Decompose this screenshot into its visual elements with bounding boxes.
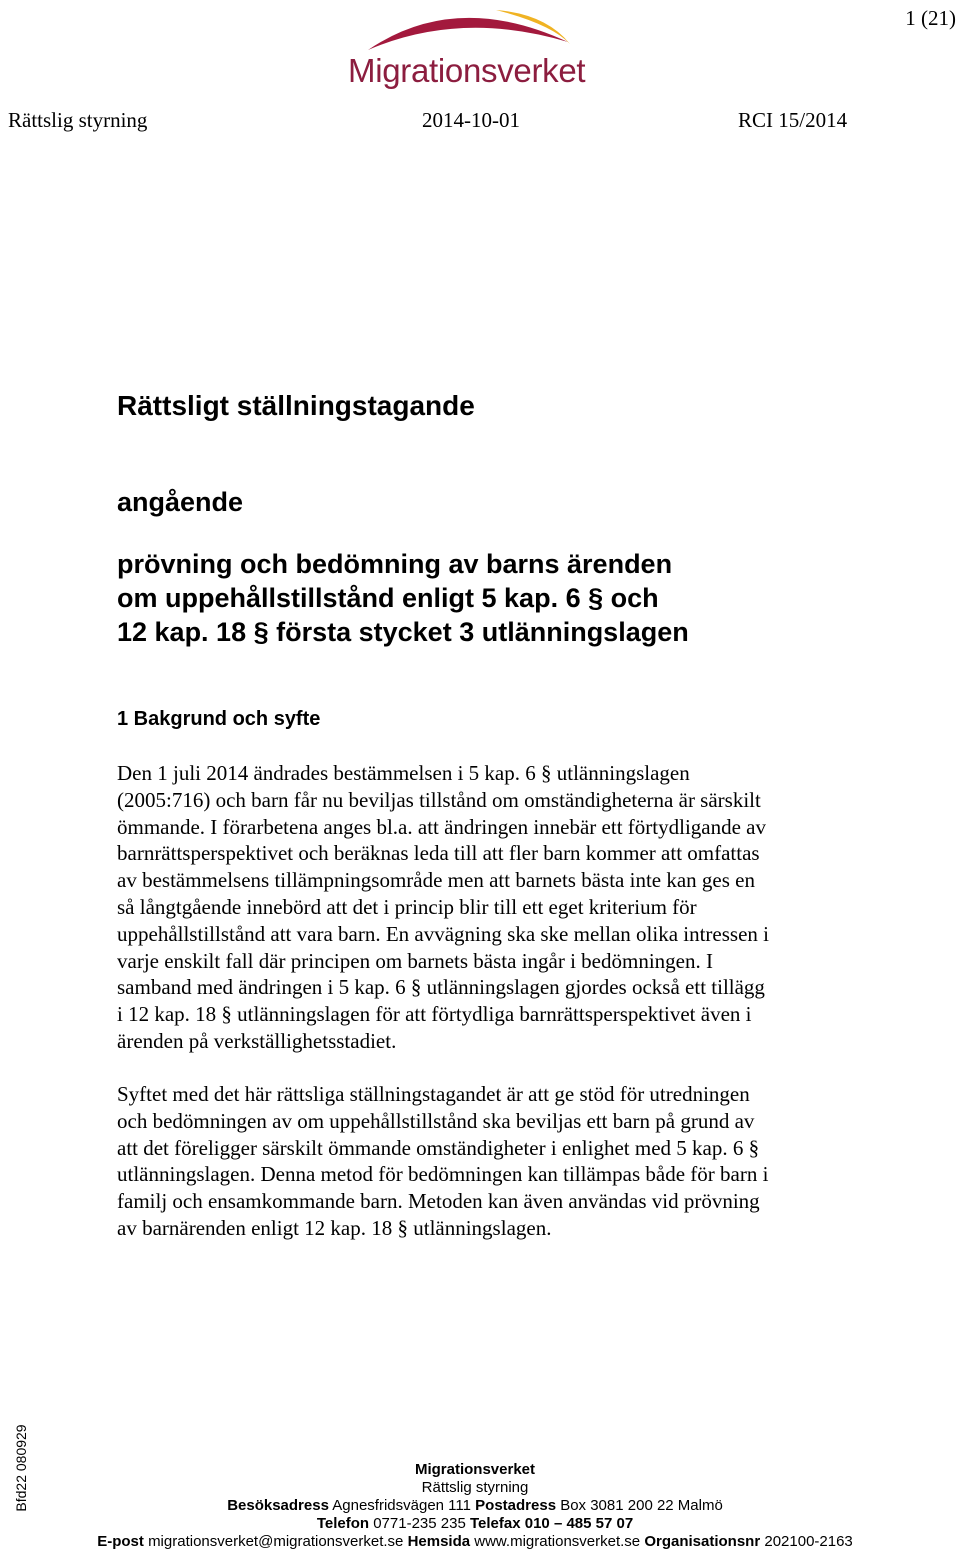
text-line: så långtgående innebörd att det i princip blir till ett eget kriterium för [117,894,697,919]
fax-number: 010 – 485 57 07 [524,1515,634,1532]
text-line: av bestämmelsens tillämpningsområde men att barnets bästa inte kan ges en [117,868,755,893]
subject-line: om uppehållstillstånd enligt 5 kap. 6 § och [117,583,659,613]
text-line: Syftet med det här rättsliga ställningstagandet är att ge stöd för utredningen [117,1082,750,1106]
paragraph-background [117,760,857,1055]
migrationsverket-logo [346,2,606,92]
section-heading: 1 Bakgrund och syfte [117,708,321,730]
text-line: och bedömningen av om uppehållstillstånd ska beviljas ett barn på grund av [117,1108,755,1133]
text-line: utlänningslagen. Denna metod för bedömningen kan tillämpas både för barn i [117,1162,769,1187]
postal-address-label: Postadress [475,1497,557,1514]
text-line: ärenden på verkställighetsstadiet. [117,1028,397,1053]
logo-wordmark: Migrationsverket [348,52,586,89]
footer-unit: Rättslig styrning [421,1479,529,1496]
document-subject [117,547,857,649]
department-label: Rättslig styrning [8,108,148,132]
phone-number: 0771-235 235 [373,1515,466,1532]
email-label: E-post [97,1533,144,1550]
org-number-label: Organisationsnr [644,1533,761,1550]
text-line: (2005:716) och barn får nu beviljas tillstånd om omständigheterna är särskilt [117,787,761,812]
text-line: att det föreligger särskilt ömmande omständigheter i enlighet med 5 kap. 6 § [117,1135,760,1160]
paragraph-purpose [117,1081,857,1242]
regarding-label: angående [117,487,244,517]
visit-address: Agnesfridsvägen 111 [332,1497,471,1514]
text-line: av barnärenden enligt 12 kap. 18 § utlänningslagen. [117,1215,552,1240]
document-date: 2014-10-01 [422,108,520,132]
postal-address: Box 3081 200 22 Malmö [560,1497,723,1514]
website-address: www.migrationsverket.se [474,1533,641,1550]
document-title: Rättsligt ställningstagande [117,390,475,421]
document-reference: RCI 15/2014 [738,108,848,132]
org-number: 202100-2163 [764,1533,853,1550]
text-line: i 12 kap. 18 § utlänningslagen för att förtydliga barnrättsperspektivet även i [117,1002,752,1027]
visit-address-label: Besöksadress [227,1497,329,1514]
website-label: Hemsida [407,1533,471,1550]
page-number: 1 (21) [905,6,956,30]
text-line: varje enskilt fall där principen om barnets bästa ingår i bedömningen. I [117,948,713,973]
text-line: Den 1 juli 2014 ändrades bestämmelsen i 5 kap. 6 § utlänningslagen [117,761,690,785]
subject-line: 12 kap. 18 § första stycket 3 utlänningslagen [117,617,689,647]
text-line: ömmande. I förarbetena anges bl.a. att ändringen innebär ett förtydligande av [117,814,766,839]
subject-line: prövning och bedömning av barns ärenden [117,549,673,579]
page-footer [0,1461,950,1551]
text-line: uppehållstillstånd att vara barn. En avvägning ska ske mellan olika intressen i [117,921,769,946]
email-address: migrationsverket@migrationsverket.se [148,1533,404,1550]
text-line: familj och ensamkommande barn. Metoden kan även användas vid prövning [117,1189,760,1214]
text-line: barnrättsperspektivet och beräknas leda till att fler barn kommer att omfattas [117,841,760,866]
form-code: Bfd22 080929 [13,1424,29,1512]
phone-label: Telefon [316,1515,370,1532]
text-line: samband med ändringen i 5 kap. 6 § utlänningslagen gjordes också ett tillägg [117,975,765,1000]
fax-label: Telefax [469,1515,521,1532]
footer-org: Migrationsverket [414,1461,536,1478]
